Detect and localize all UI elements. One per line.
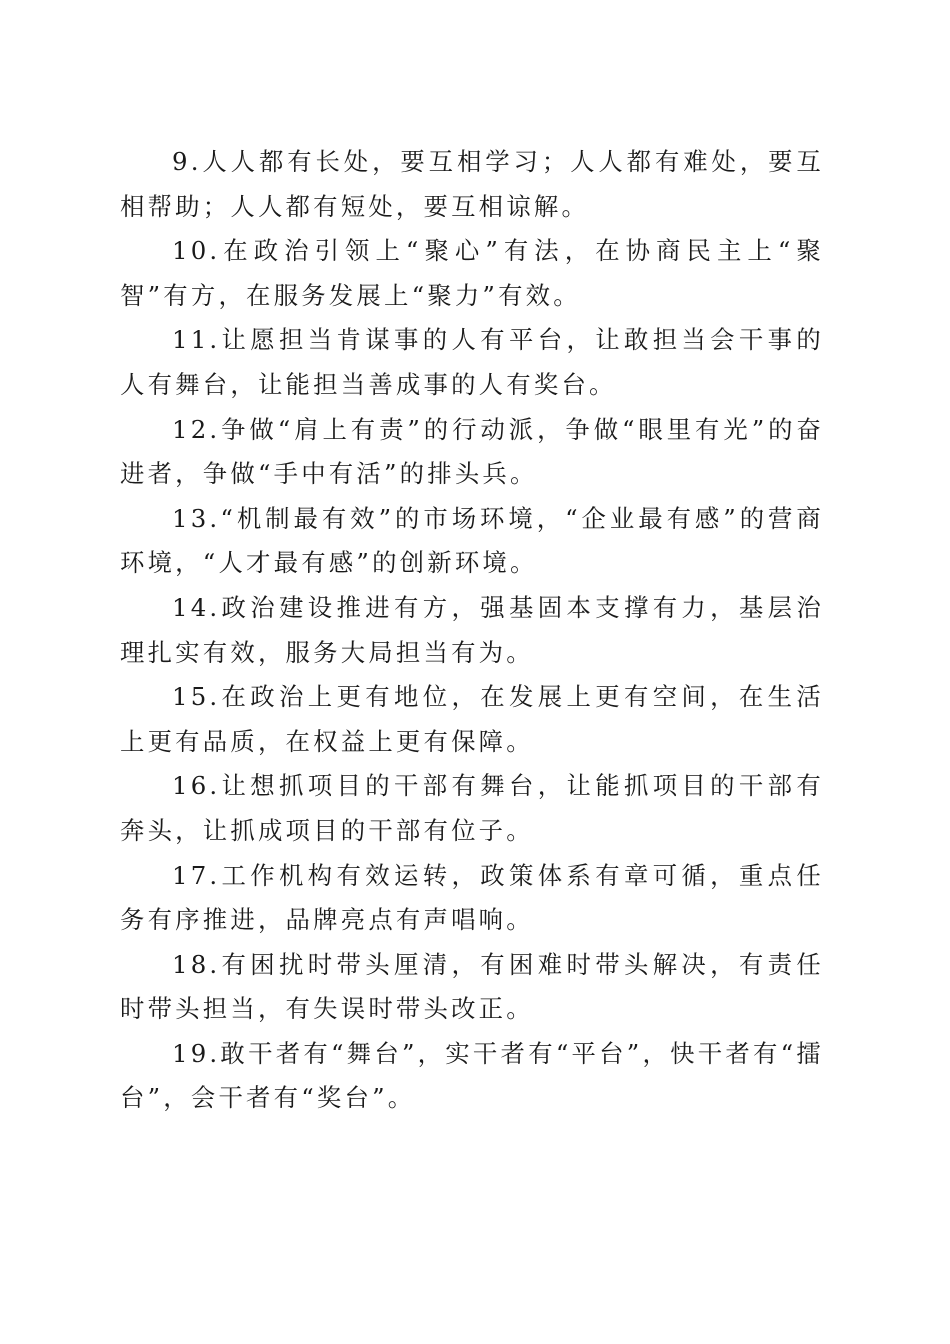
list-item: 18.有困扰时带头厘清，有困难时带头解决，有责任时带头担当，有失误时带头改正。: [120, 949, 824, 1024]
list-item: 17.工作机构有效运转，政策体系有章可循，重点任务有序推进，品牌亮点有声唱响。: [120, 860, 824, 935]
document-body: [120, 140, 824, 1121]
list-item: 14.政治建设推进有方，强基固本支撑有力，基层治理扎实有效，服务大局担当有为。: [120, 592, 824, 667]
list-item: 9.人人都有长处，要互相学习；人人都有难处，要互相帮助；人人都有短处，要互相谅解。: [120, 147, 824, 221]
list-item: 10.在政治引领上“聚心”有法，在协商民主上“聚智”有方，在服务发展上“聚力”有效。: [120, 236, 824, 310]
list-item: 19.敢干者有“舞台”，实干者有“平台”，快干者有“擂台”，会干者有“奖台”。: [120, 1038, 824, 1113]
list-item: 11.让愿担当肯谋事的人有平台，让敢担当会干事的人有舞台，让能担当善成事的人有奖台。: [120, 325, 824, 399]
list-item: 13.“机制最有效”的市场环境，“企业最有感”的营商环境，“人才最有感”的创新环境。: [120, 503, 824, 578]
list-item: 15.在政治上更有地位，在发展上更有空间，在生活上更有品质，在权益上更有保障。: [120, 682, 824, 756]
list-item: 16.让想抓项目的干部有舞台，让能抓项目的干部有奔头，让抓成项目的干部有位子。: [120, 771, 824, 845]
list-item: 12.争做“肩上有责”的行动派，争做“眼里有光”的奋进者，争做“手中有活”的排头兵。: [120, 414, 824, 489]
